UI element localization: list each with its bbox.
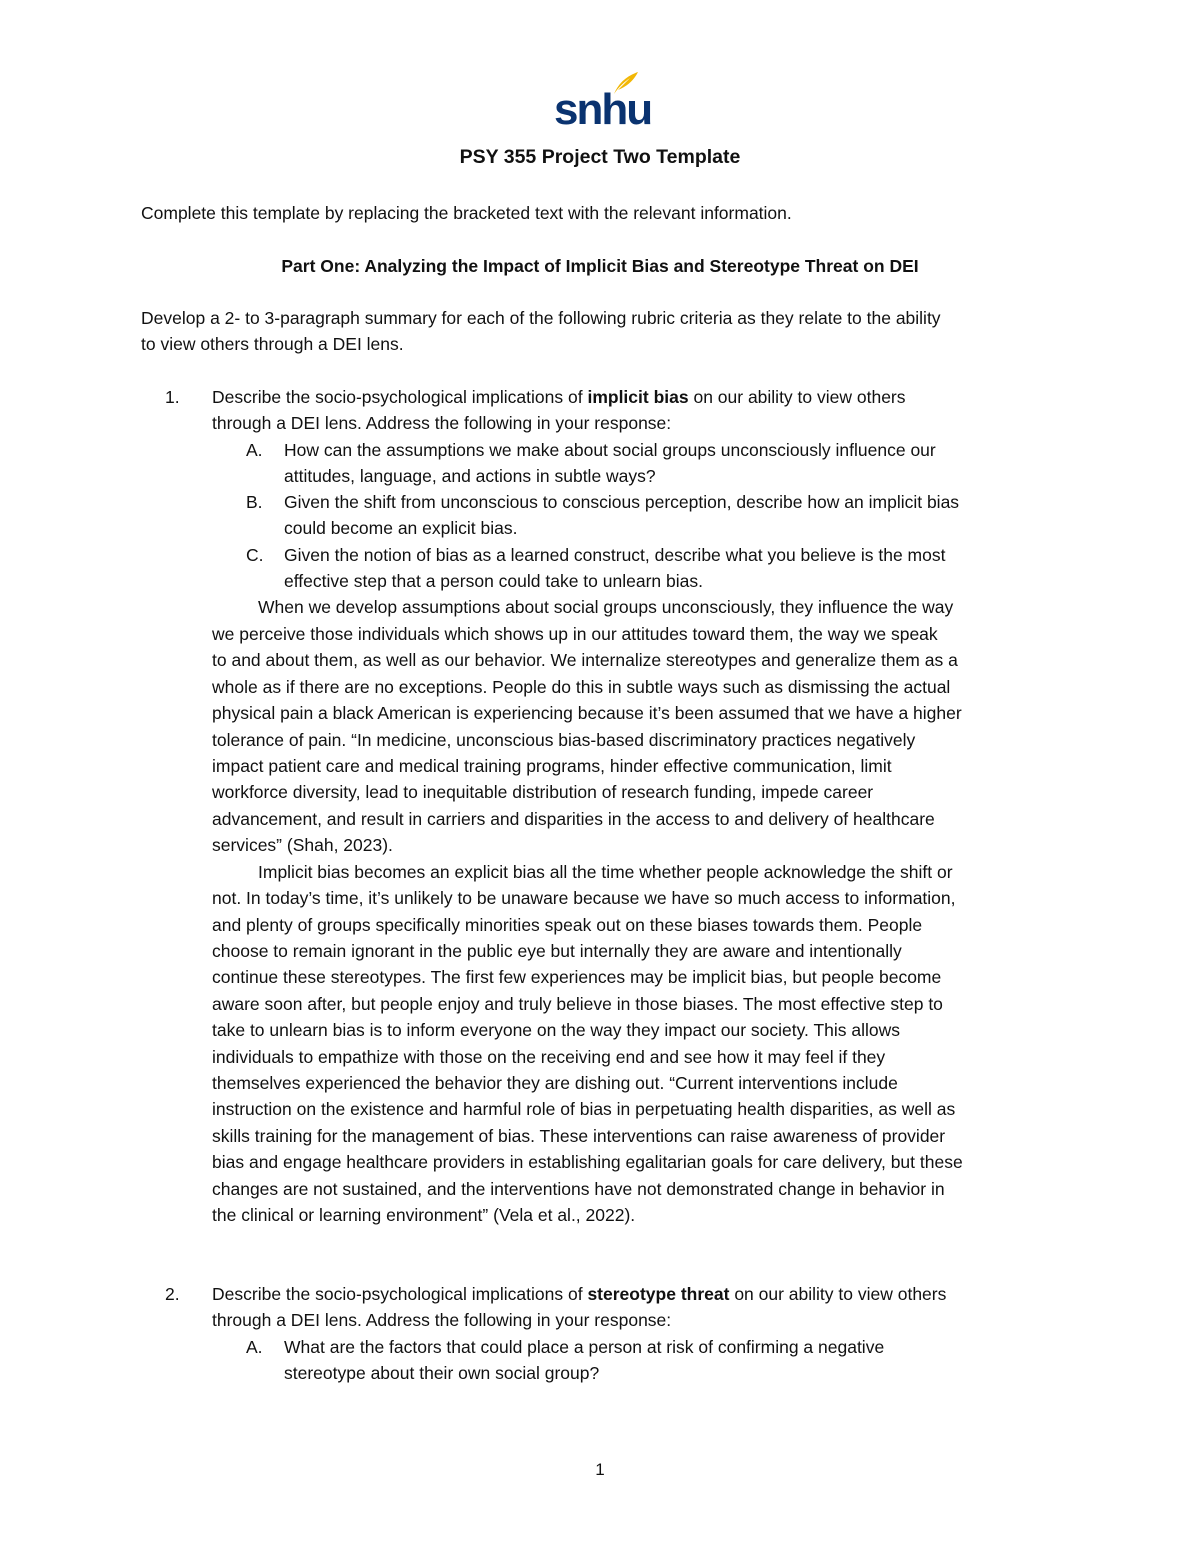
answer-1-line: advancement, and result in carriers and disparities in the access to and delivery of healthcare — [212, 809, 935, 829]
logo-text: snhu — [554, 85, 652, 134]
q1-sub-b-line: Given the shift from unconscious to conscious perception, describe how an implicit bias — [284, 492, 960, 512]
q1-sub-b-line: could become an explicit bias. — [284, 518, 518, 538]
answer-2-line: not. In today’s time, it’s unlikely to be unaware because we have so much access to information, — [212, 888, 956, 908]
answer-2-line: themselves experienced the behavior they are dishing out. “Current interventions include — [212, 1073, 898, 1093]
answer-1-line: whole as if there are no exceptions. People do this in subtle ways such as dismissing the actual — [212, 677, 951, 697]
answer-2-line: choose to remain ignorant in the public eye but internally they are aware and intentionally — [212, 941, 902, 961]
answer-2-line: take to unlearn bias is to inform everyone on the way they impact our society. This allows — [212, 1020, 901, 1040]
answer-1-line: physical pain a black American is experiencing because it’s been assumed that we have a higher — [212, 703, 962, 723]
q2-prompt-pre: Describe the socio-psychological implications of — [212, 1284, 588, 1304]
snhu-logo — [554, 70, 652, 134]
q1-prompt-pre: Describe the socio-psychological implications of — [212, 387, 588, 407]
q1-prompt-line — [212, 384, 906, 411]
answer-1-line: When we develop assumptions about social groups unconsciously, they influence the way — [258, 597, 954, 617]
answer-1-line: tolerance of pain. “In medicine, unconscious bias-based discriminatory practices negatively — [212, 730, 916, 750]
answer-2-line: individuals to empathize with those on the receiving end and see how it may feel if they — [212, 1047, 886, 1067]
q1-sub-letter: A. — [246, 440, 263, 460]
answer-1-line: to and about them, as well as our behavior. We internalize stereotypes and generalize them as a — [212, 650, 958, 670]
q2-prompt-line — [212, 1281, 946, 1308]
q2-sub-a-line: What are the factors that could place a person at risk of confirming a negative — [284, 1337, 885, 1357]
q1-sub-c-line: Given the notion of bias as a learned construct, describe what you believe is the most — [284, 545, 946, 565]
answer-1-line: impact patient care and medical training programs, hinder effective communication, limit — [212, 756, 892, 776]
answer-2-line: Implicit bias becomes an explicit bias all the time whether people acknowledge the shift or — [258, 862, 953, 882]
answer-2-line: continue these stereotypes. The first few experiences may be implicit bias, but people become — [212, 967, 942, 987]
q2-number: 2. — [165, 1284, 180, 1304]
answer-1-line: workforce diversity, lead to inequitable distribution of research funding, impede career — [212, 782, 874, 802]
intro-line: Develop a 2- to 3-paragraph summary for each of the following rubric criteria as they relate to the ability — [141, 308, 941, 328]
q1-prompt-line-2: through a DEI lens. Address the following in your response: — [212, 413, 672, 433]
q2-sub-a-line: stereotype about their own social group? — [284, 1363, 600, 1383]
answer-2-line: aware soon after, but people enjoy and truly believe in those biases. The most effective step to — [212, 994, 943, 1014]
q1-sub-letter: B. — [246, 492, 263, 512]
answer-2-line: changes are not sustained, and the interventions have not demonstrated change in behavior in — [212, 1179, 945, 1199]
q2-prompt-keyword: stereotype threat — [587, 1284, 730, 1304]
intro-line: to view others through a DEI lens. — [141, 334, 404, 354]
answer-2-line: bias and engage healthcare providers in establishing egalitarian goals for care delivery, but these — [212, 1152, 963, 1172]
answer-2-line: the clinical or learning environment” (Vela et al., 2022). — [212, 1205, 636, 1225]
document-title: PSY 355 Project Two Template — [459, 146, 741, 168]
q1-sub-letter: C. — [246, 545, 264, 565]
q1-sub-a-line: How can the assumptions we make about social groups unconsciously influence our — [284, 440, 936, 460]
instructions: Complete this template by replacing the bracketed text with the relevant information. — [141, 203, 792, 223]
part-one-heading: Part One: Analyzing the Impact of Implicit Bias and Stereotype Threat on DEI — [281, 256, 919, 276]
q1-sub-a-line: attitudes, language, and actions in subtle ways? — [284, 466, 656, 486]
q1-prompt-keyword: implicit bias — [587, 387, 689, 407]
page-number: 1 — [595, 1460, 605, 1479]
q2-prompt-post: on our ability to view others — [729, 1284, 947, 1304]
answer-2-line: instruction on the existence and harmful role of bias in perpetuating health disparities, as well as — [212, 1099, 956, 1119]
q1-number: 1. — [165, 387, 180, 407]
q1-prompt-post: on our ability to view others — [688, 387, 906, 407]
q1-sub-c-line: effective step that a person could take to unlearn bias. — [284, 571, 703, 591]
q2-prompt-line-2: through a DEI lens. Address the following in your response: — [212, 1310, 672, 1330]
answer-1-line: services” (Shah, 2023). — [212, 835, 393, 855]
answer-2-line: skills training for the management of bias. These interventions can raise awareness of provider — [212, 1126, 946, 1146]
answer-2-line: and plenty of groups specifically minorities speak out on these biases towards them. People — [212, 915, 923, 935]
answer-1-line: we perceive those individuals which shows up in our attitudes toward them, the way we speak — [212, 624, 938, 644]
q2-sub-letter: A. — [246, 1337, 263, 1357]
